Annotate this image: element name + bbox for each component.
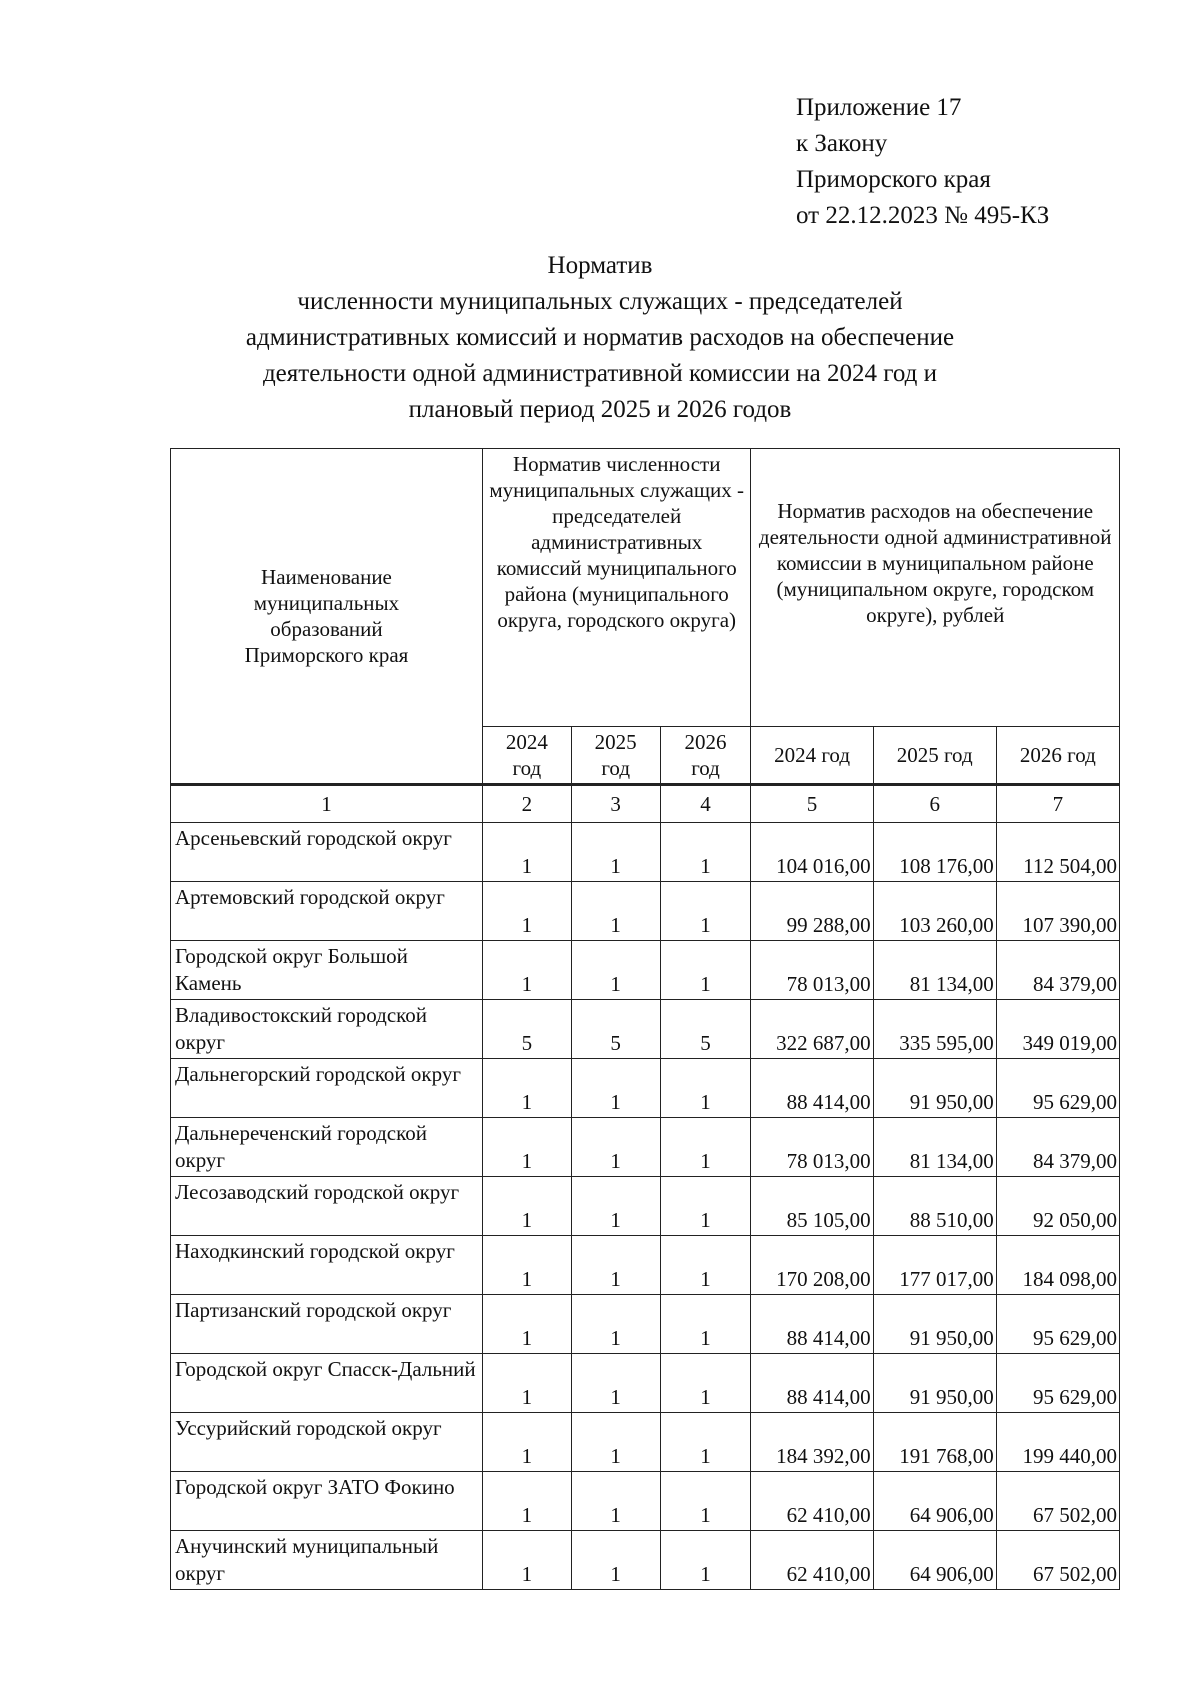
appendix-header <box>796 90 1049 234</box>
document-title <box>200 248 1000 428</box>
staff-norm-2026: 1 <box>660 1531 751 1590</box>
table-row <box>171 941 1120 1000</box>
column-number: 5 <box>751 785 873 823</box>
staff-norm-2024: 1 <box>482 882 571 941</box>
staff-norm-2024: 1 <box>482 823 571 882</box>
appendix-line: Приложение 17 <box>796 94 962 121</box>
table-row <box>171 823 1120 882</box>
expense-norm-2025: 335 595,00 <box>873 1000 996 1059</box>
staff-norm-2026: 5 <box>660 1000 751 1059</box>
staff-norm-2024: 1 <box>482 941 571 1000</box>
staff-norm-2026: 1 <box>660 1177 751 1236</box>
table-row <box>171 1531 1120 1590</box>
staff-norm-2025: 1 <box>571 1236 660 1295</box>
expense-norm-2024: 88 414,00 <box>751 1059 873 1118</box>
staff-norm-2026: 1 <box>660 1354 751 1413</box>
table-row <box>171 1354 1120 1413</box>
expense-norm-2026: 184 098,00 <box>996 1236 1119 1295</box>
expense-norm-2024: 85 105,00 <box>751 1177 873 1236</box>
staff-norm-2026: 1 <box>660 1472 751 1531</box>
municipality-name: Находкинский городской округ <box>171 1236 483 1295</box>
staff-norm-2025: 1 <box>571 1354 660 1413</box>
column-number: 4 <box>660 785 751 823</box>
expense-norm-2026: 349 019,00 <box>996 1000 1119 1059</box>
header-staff-norm: Норматив численности муниципальных служащих - председателей административных комиссий муниципального района (муниципального округа, городского округа) <box>482 449 751 727</box>
expense-norm-2025: 91 950,00 <box>873 1059 996 1118</box>
staff-norm-2024: 1 <box>482 1236 571 1295</box>
title-line: деятельности одной административной комиссии на 2024 год и <box>262 360 938 387</box>
staff-norm-2026: 1 <box>660 882 751 941</box>
header-expense-year: 2025 год <box>873 727 996 785</box>
staff-norm-2025: 1 <box>571 1118 660 1177</box>
expense-norm-2024: 78 013,00 <box>751 1118 873 1177</box>
table-row <box>171 1236 1120 1295</box>
column-number-row <box>171 785 1120 823</box>
staff-norm-2024: 1 <box>482 1413 571 1472</box>
norms-table <box>170 448 1120 1590</box>
expense-norm-2025: 81 134,00 <box>873 1118 996 1177</box>
staff-norm-2025: 1 <box>571 1531 660 1590</box>
municipality-name: Дальнегорский городской округ <box>171 1059 483 1118</box>
expense-norm-2024: 184 392,00 <box>751 1413 873 1472</box>
expense-norm-2026: 92 050,00 <box>996 1177 1119 1236</box>
expense-norm-2026: 95 629,00 <box>996 1059 1119 1118</box>
title-line: численности муниципальных служащих - председателей <box>297 288 903 315</box>
expense-norm-2024: 88 414,00 <box>751 1295 873 1354</box>
staff-norm-2024: 1 <box>482 1059 571 1118</box>
staff-norm-2025: 1 <box>571 1295 660 1354</box>
staff-norm-2025: 1 <box>571 823 660 882</box>
municipality-name: Уссурийский городской округ <box>171 1413 483 1472</box>
expense-norm-2025: 191 768,00 <box>873 1413 996 1472</box>
header-name: Наименование муниципальных образований Приморского края <box>171 449 483 785</box>
staff-norm-2025: 1 <box>571 941 660 1000</box>
expense-norm-2025: 91 950,00 <box>873 1354 996 1413</box>
municipality-name: Анучинский муниципальный округ <box>171 1531 483 1590</box>
municipality-name: Городской округ Спасск-Дальний <box>171 1354 483 1413</box>
staff-norm-2026: 1 <box>660 823 751 882</box>
header-staff-year: 2025 год <box>571 727 660 785</box>
header-expense-year: 2026 год <box>996 727 1119 785</box>
staff-norm-2024: 1 <box>482 1354 571 1413</box>
staff-norm-2025: 1 <box>571 882 660 941</box>
staff-norm-2025: 1 <box>571 1472 660 1531</box>
expense-norm-2026: 95 629,00 <box>996 1354 1119 1413</box>
column-number: 3 <box>571 785 660 823</box>
appendix-line: Приморского края <box>796 166 991 193</box>
staff-norm-2024: 1 <box>482 1295 571 1354</box>
expense-norm-2025: 108 176,00 <box>873 823 996 882</box>
expense-norm-2026: 84 379,00 <box>996 941 1119 1000</box>
header-expense-year: 2024 год <box>751 727 873 785</box>
expense-norm-2025: 103 260,00 <box>873 882 996 941</box>
table-row <box>171 1413 1120 1472</box>
staff-norm-2026: 1 <box>660 941 751 1000</box>
staff-norm-2026: 1 <box>660 1118 751 1177</box>
municipality-name: Дальнереченский городской округ <box>171 1118 483 1177</box>
expense-norm-2026: 95 629,00 <box>996 1295 1119 1354</box>
appendix-line: от 22.12.2023 № 495-КЗ <box>796 202 1050 229</box>
staff-norm-2026: 1 <box>660 1059 751 1118</box>
staff-norm-2025: 1 <box>571 1177 660 1236</box>
staff-norm-2026: 1 <box>660 1413 751 1472</box>
header-staff-year: 2026 год <box>660 727 751 785</box>
column-number: 1 <box>171 785 483 823</box>
expense-norm-2024: 62 410,00 <box>751 1531 873 1590</box>
title-line: плановый период 2025 и 2026 годов <box>408 396 792 423</box>
expense-norm-2025: 64 906,00 <box>873 1531 996 1590</box>
table-row <box>171 882 1120 941</box>
expense-norm-2026: 199 440,00 <box>996 1413 1119 1472</box>
staff-norm-2024: 1 <box>482 1472 571 1531</box>
staff-norm-2025: 5 <box>571 1000 660 1059</box>
staff-norm-2024: 1 <box>482 1177 571 1236</box>
staff-norm-2025: 1 <box>571 1059 660 1118</box>
expense-norm-2024: 99 288,00 <box>751 882 873 941</box>
municipality-name: Артемовский городской округ <box>171 882 483 941</box>
municipality-name: Лесозаводский городской округ <box>171 1177 483 1236</box>
staff-norm-2025: 1 <box>571 1413 660 1472</box>
table-row <box>171 1295 1120 1354</box>
expense-norm-2025: 91 950,00 <box>873 1295 996 1354</box>
expense-norm-2026: 67 502,00 <box>996 1472 1119 1531</box>
municipality-name: Арсеньевский городской округ <box>171 823 483 882</box>
expense-norm-2026: 112 504,00 <box>996 823 1119 882</box>
column-number: 6 <box>873 785 996 823</box>
municipality-name: Городской округ ЗАТО Фокино <box>171 1472 483 1531</box>
municipality-name: Партизанский городской округ <box>171 1295 483 1354</box>
table-row <box>171 1177 1120 1236</box>
municipality-name: Городской округ Большой Камень <box>171 941 483 1000</box>
expense-norm-2024: 104 016,00 <box>751 823 873 882</box>
expense-norm-2024: 170 208,00 <box>751 1236 873 1295</box>
table-row <box>171 1059 1120 1118</box>
staff-norm-2026: 1 <box>660 1295 751 1354</box>
expense-norm-2025: 64 906,00 <box>873 1472 996 1531</box>
table-row <box>171 1000 1120 1059</box>
staff-norm-2024: 1 <box>482 1531 571 1590</box>
expense-norm-2025: 81 134,00 <box>873 941 996 1000</box>
header-expense-norm: Норматив расходов на обеспечение деятельности одной административной комиссии в муниципальном районе (муниципальном округе, городском округе), рублей <box>751 449 1120 727</box>
expense-norm-2025: 177 017,00 <box>873 1236 996 1295</box>
expense-norm-2026: 107 390,00 <box>996 882 1119 941</box>
table-row <box>171 1118 1120 1177</box>
staff-norm-2024: 1 <box>482 1118 571 1177</box>
header-staff-year: 2024 год <box>482 727 571 785</box>
column-number: 7 <box>996 785 1119 823</box>
staff-norm-2026: 1 <box>660 1236 751 1295</box>
title-line: Норматив <box>547 252 653 279</box>
municipality-name: Владивостокский городской округ <box>171 1000 483 1059</box>
table-row <box>171 1472 1120 1531</box>
expense-norm-2026: 84 379,00 <box>996 1118 1119 1177</box>
expense-norm-2025: 88 510,00 <box>873 1177 996 1236</box>
staff-norm-2024: 5 <box>482 1000 571 1059</box>
expense-norm-2024: 322 687,00 <box>751 1000 873 1059</box>
expense-norm-2024: 62 410,00 <box>751 1472 873 1531</box>
title-line: административных комиссий и норматив расходов на обеспечение <box>245 324 955 351</box>
appendix-line: к Закону <box>796 130 888 157</box>
expense-norm-2026: 67 502,00 <box>996 1531 1119 1590</box>
expense-norm-2024: 88 414,00 <box>751 1354 873 1413</box>
column-number: 2 <box>482 785 571 823</box>
expense-norm-2024: 78 013,00 <box>751 941 873 1000</box>
